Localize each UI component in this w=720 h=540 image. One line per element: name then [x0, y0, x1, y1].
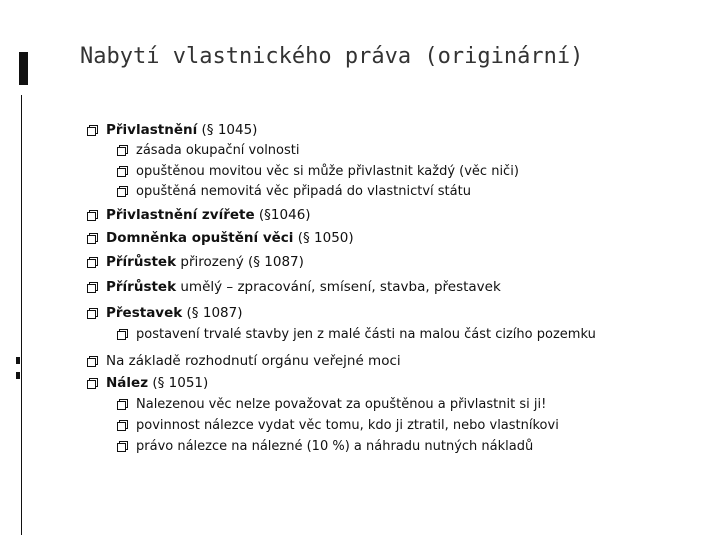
item-text: Na základě rozhodnutí orgánu veřejné moci [106, 353, 401, 369]
left-vertical-rule [21, 95, 22, 535]
item-text: (§ 1045) [197, 122, 258, 138]
item-text: zásada okupační volnosti [136, 143, 300, 158]
checkbox-bullet-icon [87, 210, 98, 221]
checkbox-bullet-icon [87, 282, 98, 293]
list-item [87, 375, 208, 391]
checkbox-bullet-icon [117, 399, 128, 410]
sub-list-item [117, 327, 596, 342]
slide-title: Nabytí vlastnického práva (originární) [80, 44, 584, 69]
list-item [87, 279, 501, 295]
list-item [87, 353, 401, 369]
checkbox-bullet-icon [87, 378, 98, 389]
title-accent-bar [19, 52, 28, 85]
list-item [87, 254, 304, 270]
list-item [87, 122, 257, 138]
item-keyword: Přivlastnění [106, 122, 198, 138]
item-text: Nalezenou věc nelze považovat za opuštěnou a přivlastnit si ji! [136, 397, 547, 412]
item-text: povinnost nálezce vydat věc tomu, kdo ji ztratil, nebo vlastníkovi [136, 418, 559, 433]
checkbox-bullet-icon [117, 166, 128, 177]
left-marker-bottom [16, 372, 20, 379]
checkbox-bullet-icon [87, 356, 98, 367]
item-keyword: Přestavek [106, 305, 183, 321]
item-text: (§ 1050) [293, 230, 354, 246]
list-item [87, 230, 354, 246]
checkbox-bullet-icon [117, 186, 128, 197]
item-text: právo nálezce na nálezné (10 %) a náhradu nutných nákladů [136, 439, 534, 454]
item-keyword: Přírůstek [106, 254, 177, 270]
sub-list-item [117, 164, 519, 179]
item-text: opuštěná nemovitá věc připadá do vlastnictví státu [136, 184, 471, 199]
item-text: postavení trvalé stavby jen z malé části na malou část cizího pozemku [136, 327, 596, 342]
checkbox-bullet-icon [87, 125, 98, 136]
sub-list-item [117, 143, 299, 158]
sub-list-item [117, 184, 471, 199]
item-keyword: Přírůstek [106, 279, 177, 295]
sub-list-item [117, 397, 546, 412]
item-keyword: Nález [106, 375, 149, 391]
checkbox-bullet-icon [117, 441, 128, 452]
sub-list-item [117, 439, 533, 454]
checkbox-bullet-icon [117, 145, 128, 156]
item-text: (§ 1087) [182, 305, 243, 321]
list-item [87, 305, 242, 321]
item-keyword: Domněnka opuštění věci [106, 230, 294, 246]
checkbox-bullet-icon [117, 420, 128, 431]
checkbox-bullet-icon [87, 257, 98, 268]
item-text: umělý – zpracování, smísení, stavba, přestavek [176, 279, 501, 295]
list-item [87, 207, 311, 223]
item-text: přirozený (§ 1087) [176, 254, 304, 270]
checkbox-bullet-icon [117, 329, 128, 340]
left-marker-top [16, 357, 20, 364]
item-text: opuštěnou movitou věc si může přivlastnit každý (věc niči) [136, 164, 519, 179]
item-text: (§1046) [254, 207, 311, 223]
item-keyword: Přivlastnění zvířete [106, 207, 255, 223]
checkbox-bullet-icon [87, 233, 98, 244]
checkbox-bullet-icon [87, 308, 98, 319]
sub-list-item [117, 418, 559, 433]
item-text: (§ 1051) [148, 375, 209, 391]
